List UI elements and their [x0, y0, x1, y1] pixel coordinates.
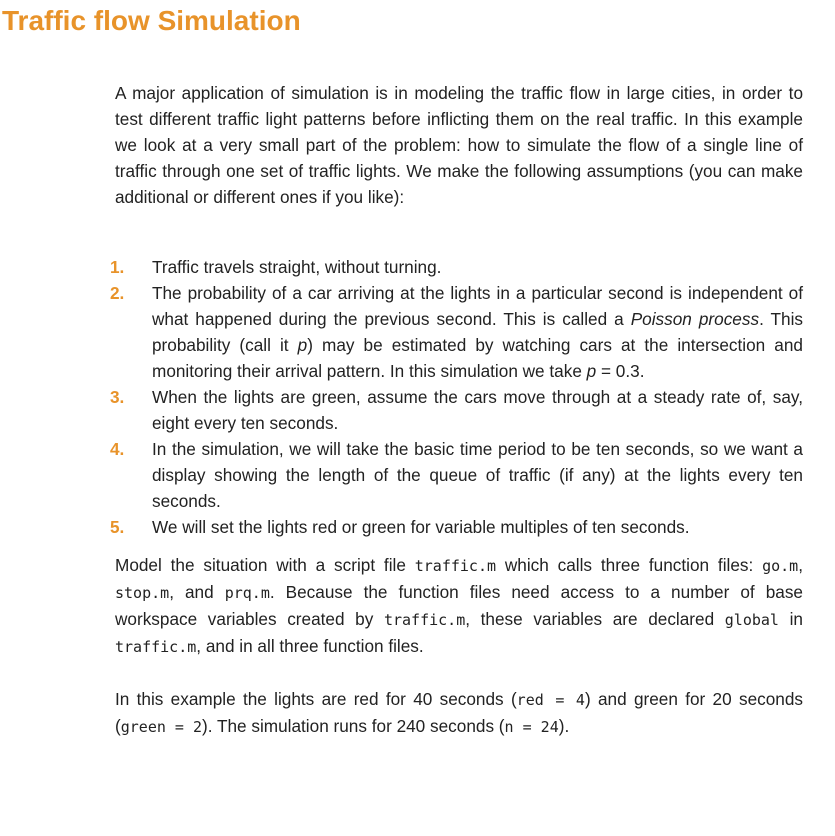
- code-n: n = 24: [504, 718, 559, 736]
- text-run: . Because the function files need access to a number of base workspace variables created by: [115, 582, 803, 629]
- list-item-text: Traffic travels straight, without turning.: [152, 257, 442, 277]
- list-item-text: ) may be estimated by watching cars at the intersection and monitoring their arrival pattern. In this simulation we take: [152, 335, 803, 381]
- text-run: in: [778, 609, 803, 629]
- code-stop-m: stop.m: [115, 584, 170, 602]
- list-item: [110, 384, 803, 436]
- code-traffic-m: traffic.m: [383, 611, 466, 629]
- list-number: 3.: [110, 387, 125, 407]
- text-run: , these variables are declared: [465, 609, 725, 629]
- text-run: ). The simulation runs for 240 seconds (: [202, 716, 505, 736]
- list-number: 2.: [110, 283, 125, 303]
- list-item: [110, 436, 803, 514]
- intro-paragraph: A major application of simulation is in modeling the traffic flow in large cities, in order to test different traffic light patterns before inflicting them on the real traffic. In this example we look at a very small part of the problem: how to simulate the flow of a single line of traffic through one set of traffic lights. We make the following assumptions (you can make additional or different ones if you like):: [115, 83, 803, 207]
- list-item-text: = 0.3.: [596, 361, 645, 381]
- variable-p: p: [586, 361, 597, 381]
- list-number: 4.: [110, 439, 125, 459]
- code-go-m: go.m: [762, 557, 799, 575]
- list-item-text: When the lights are green, assume the cars move through at a steady rate of, say, eight every ten seconds.: [152, 387, 803, 433]
- code-green: green = 2: [120, 718, 203, 736]
- list-item-text: In the simulation, we will take the basic time period to be ten seconds, so we want a display showing the length of the queue of traffic (if any) at the lights every ten seconds.: [152, 439, 803, 511]
- model-paragraph: [115, 552, 803, 660]
- text-run: In this example the lights are red for 40 seconds (: [115, 689, 517, 709]
- list-item: [110, 280, 804, 384]
- code-global: global: [724, 611, 779, 629]
- text-run: which calls three function files:: [496, 555, 763, 575]
- article-body: [110, 80, 804, 740]
- list-number: 5.: [110, 517, 125, 537]
- text-run: ).: [558, 716, 570, 736]
- text-run: , and in all three function files.: [196, 636, 424, 656]
- text-run: Model the situation with a script file: [115, 555, 415, 575]
- code-prq-m: prq.m: [224, 584, 270, 602]
- term-poisson-process: Poisson process: [630, 309, 760, 329]
- list-number: 1.: [110, 257, 125, 277]
- variable-p: p: [297, 335, 308, 355]
- example-paragraph: [115, 686, 803, 740]
- text-run: ,: [798, 555, 803, 575]
- page-title: Traffic flow Simulation: [2, 5, 301, 36]
- text-run: , and: [169, 582, 225, 602]
- list-item: [110, 514, 803, 540]
- list-item: [110, 254, 803, 280]
- code-traffic-m: traffic.m: [414, 557, 497, 575]
- code-red: red = 4: [516, 691, 585, 709]
- code-traffic-m: traffic.m: [115, 638, 197, 656]
- text-run: ) and green for 20 seconds (: [115, 689, 803, 736]
- list-item-text: We will set the lights red or green for variable multiples of ten seconds.: [152, 517, 690, 537]
- list-item-text: . This probability (call it: [152, 309, 804, 355]
- list-item-text: The probability of a car arriving at the lights in a particular second is independent of what happened during the previous second. This is called a: [152, 283, 803, 329]
- assumptions-list: [110, 254, 804, 540]
